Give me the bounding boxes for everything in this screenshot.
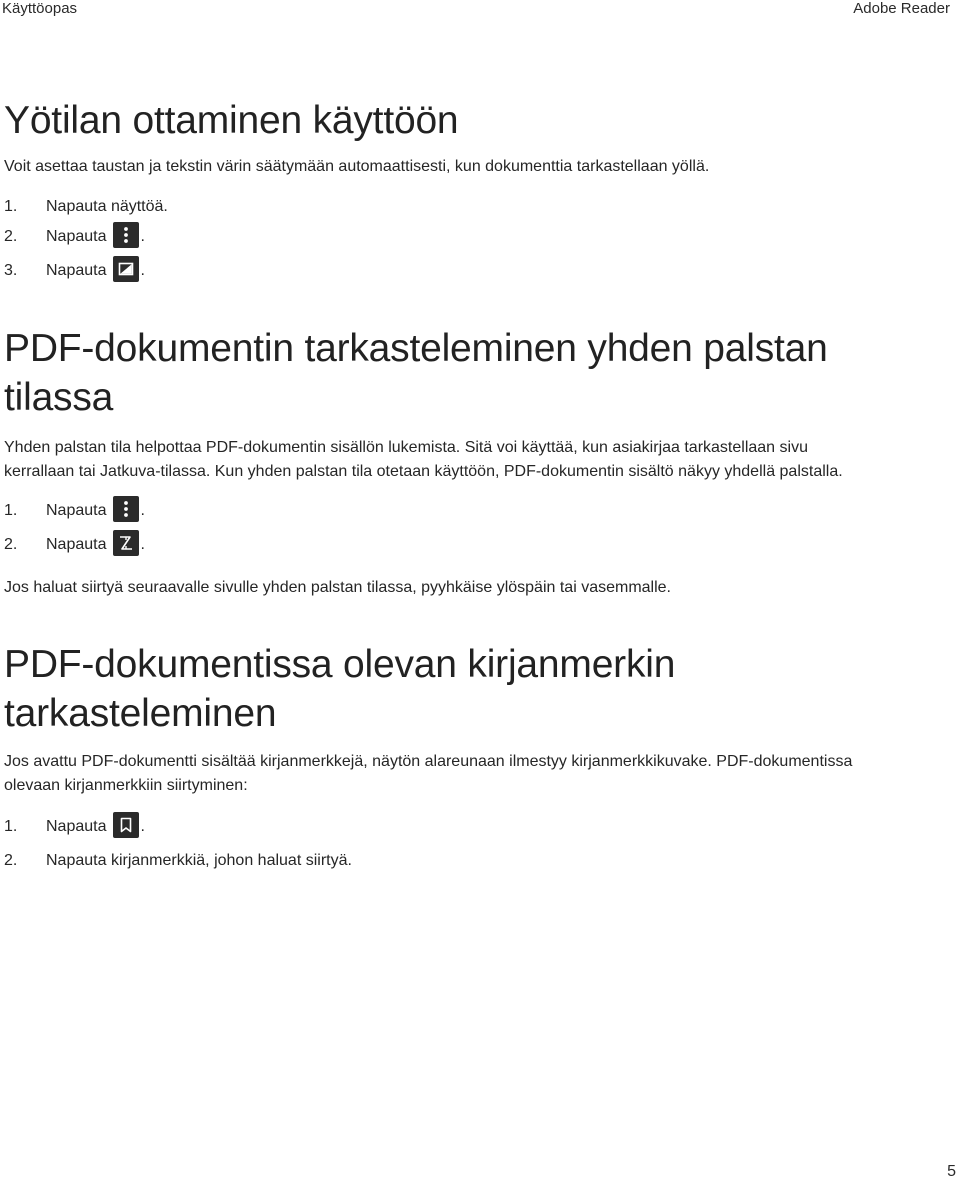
step-content <box>46 812 145 842</box>
step-list <box>4 192 944 290</box>
section-title <box>4 640 944 738</box>
header-product-name: Adobe Reader <box>853 0 950 17</box>
step-suffix: . <box>140 262 145 279</box>
paragraph-line: Jos avattu PDF-dokumentti sisältää kirjanmerkkejä, näytön alareunaan ilmestyy kirjanmerkkikuvake. PDF-dokumentissa <box>4 753 853 770</box>
step-content <box>46 222 145 252</box>
step-number: 2. <box>4 536 18 553</box>
step-text: Napauta <box>46 536 107 553</box>
step-list <box>4 496 944 564</box>
section-night-mode <box>4 96 944 290</box>
list-item <box>4 530 944 564</box>
step-number: 1. <box>4 198 18 215</box>
more-vertical-icon <box>113 496 139 522</box>
section-intro: Voit asettaa taustan ja tekstin värin säätymään automaattisesti, kun dokumenttia tarkastellaan yöllä. <box>4 158 710 175</box>
step-suffix: . <box>140 228 145 245</box>
section-single-column <box>4 324 944 600</box>
paragraph-line: Yhden palstan tila helpottaa PDF-dokumentin sisällön lukemista. Sitä voi käyttää, kun asiakirjaa tarkastellaan sivu <box>4 439 808 456</box>
more-vertical-icon <box>113 222 139 248</box>
step-number: 2. <box>4 852 18 869</box>
list-item <box>4 256 944 290</box>
list-item <box>4 192 944 222</box>
section-note: Jos haluat siirtyä seuraavalle sivulle yhden palstan tilassa, pyyhkäise ylöspäin tai vasemmalle. <box>4 579 671 596</box>
step-suffix: . <box>140 818 145 835</box>
step-number: 2. <box>4 228 18 245</box>
step-content <box>46 530 145 560</box>
step-text: Napauta <box>46 818 107 835</box>
list-item <box>4 812 944 846</box>
step-suffix: . <box>140 502 145 519</box>
section-title <box>4 324 944 422</box>
page-number: 5 <box>947 1163 956 1180</box>
step-suffix: . <box>140 536 145 553</box>
list-item <box>4 222 944 256</box>
step-text: Napauta näyttöä. <box>46 198 168 215</box>
step-number: 3. <box>4 262 18 279</box>
section-bookmarks <box>4 640 944 876</box>
header-document-title: Käyttöopas <box>2 0 78 17</box>
step-list <box>4 812 944 876</box>
title-line: tarkasteleminen <box>4 692 277 735</box>
list-item <box>4 846 944 876</box>
section-title: Yötilan ottaminen käyttöön <box>4 99 459 142</box>
step-text: Napauta kirjanmerkkiä, johon haluat siirtyä. <box>46 852 352 869</box>
paragraph-line: olevaan kirjanmerkkiin siirtyminen: <box>4 777 248 794</box>
reflow-icon <box>113 530 139 556</box>
bookmark-icon <box>113 812 139 838</box>
step-content <box>46 496 145 526</box>
title-line: PDF-dokumentin tarkasteleminen yhden palstan <box>4 327 828 370</box>
section-paragraph <box>4 436 944 484</box>
night-mode-icon <box>113 256 139 282</box>
step-text: Napauta <box>46 228 107 245</box>
page-header <box>0 0 960 20</box>
title-line: PDF-dokumentissa olevan kirjanmerkin <box>4 643 676 686</box>
title-line: tilassa <box>4 376 114 419</box>
list-item <box>4 496 944 530</box>
section-paragraph <box>4 750 944 798</box>
step-number: 1. <box>4 502 18 519</box>
step-text: Napauta <box>46 502 107 519</box>
step-text: Napauta <box>46 262 107 279</box>
step-number: 1. <box>4 818 18 835</box>
paragraph-line: kerrallaan tai Jatkuva-tilassa. Kun yhden palstan tila otetaan käyttöön, PDF-dokumentin sisältö näkyy yhdellä palstalla. <box>4 463 843 480</box>
step-content <box>46 256 145 286</box>
